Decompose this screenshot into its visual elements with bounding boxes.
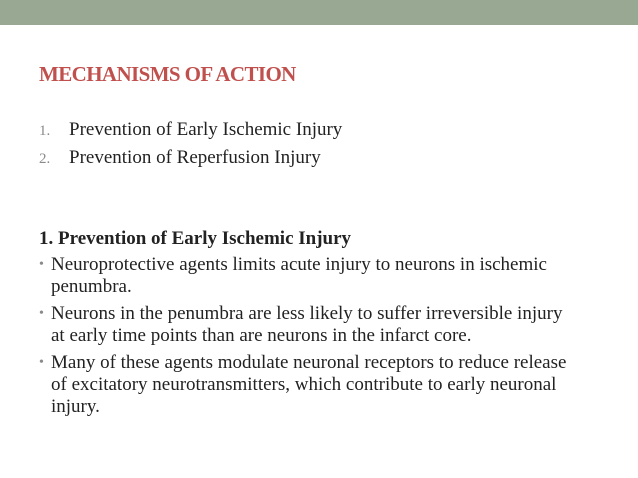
bullet-item	[39, 352, 629, 418]
numbered-list-item	[39, 116, 342, 144]
bullet-item	[39, 303, 629, 347]
bullet-text: Neurons in the penumbra are less likely to suffer irreversible injury at early time points than are neurons in the infarct core.	[51, 303, 563, 346]
bullet-item	[39, 254, 629, 298]
slide-top-bar	[0, 0, 638, 25]
numbered-list-item	[39, 144, 342, 172]
bullet-text: Neuroprotective agents limits acute injury to neurons in ischemic penumbra.	[51, 254, 547, 297]
bullet-text: Many of these agents modulate neuronal receptors to reduce release of excitatory neurotransmitters, which contribute to early neuronal injury.	[51, 352, 567, 417]
section-heading: 1. Prevention of Early Ischemic Injury	[39, 228, 352, 249]
list-number: 2.	[39, 151, 51, 167]
numbered-list	[39, 116, 342, 172]
bullet-icon: •	[39, 257, 44, 272]
bullet-icon: •	[39, 306, 44, 321]
bullet-icon: •	[39, 355, 44, 370]
slide-title: MECHANISMS OF ACTION	[39, 62, 296, 86]
list-number: 1.	[39, 123, 51, 139]
list-item-text: Prevention of Early Ischemic Injury	[69, 119, 343, 140]
list-item-text: Prevention of Reperfusion Injury	[69, 147, 321, 168]
bullet-list	[39, 254, 629, 423]
